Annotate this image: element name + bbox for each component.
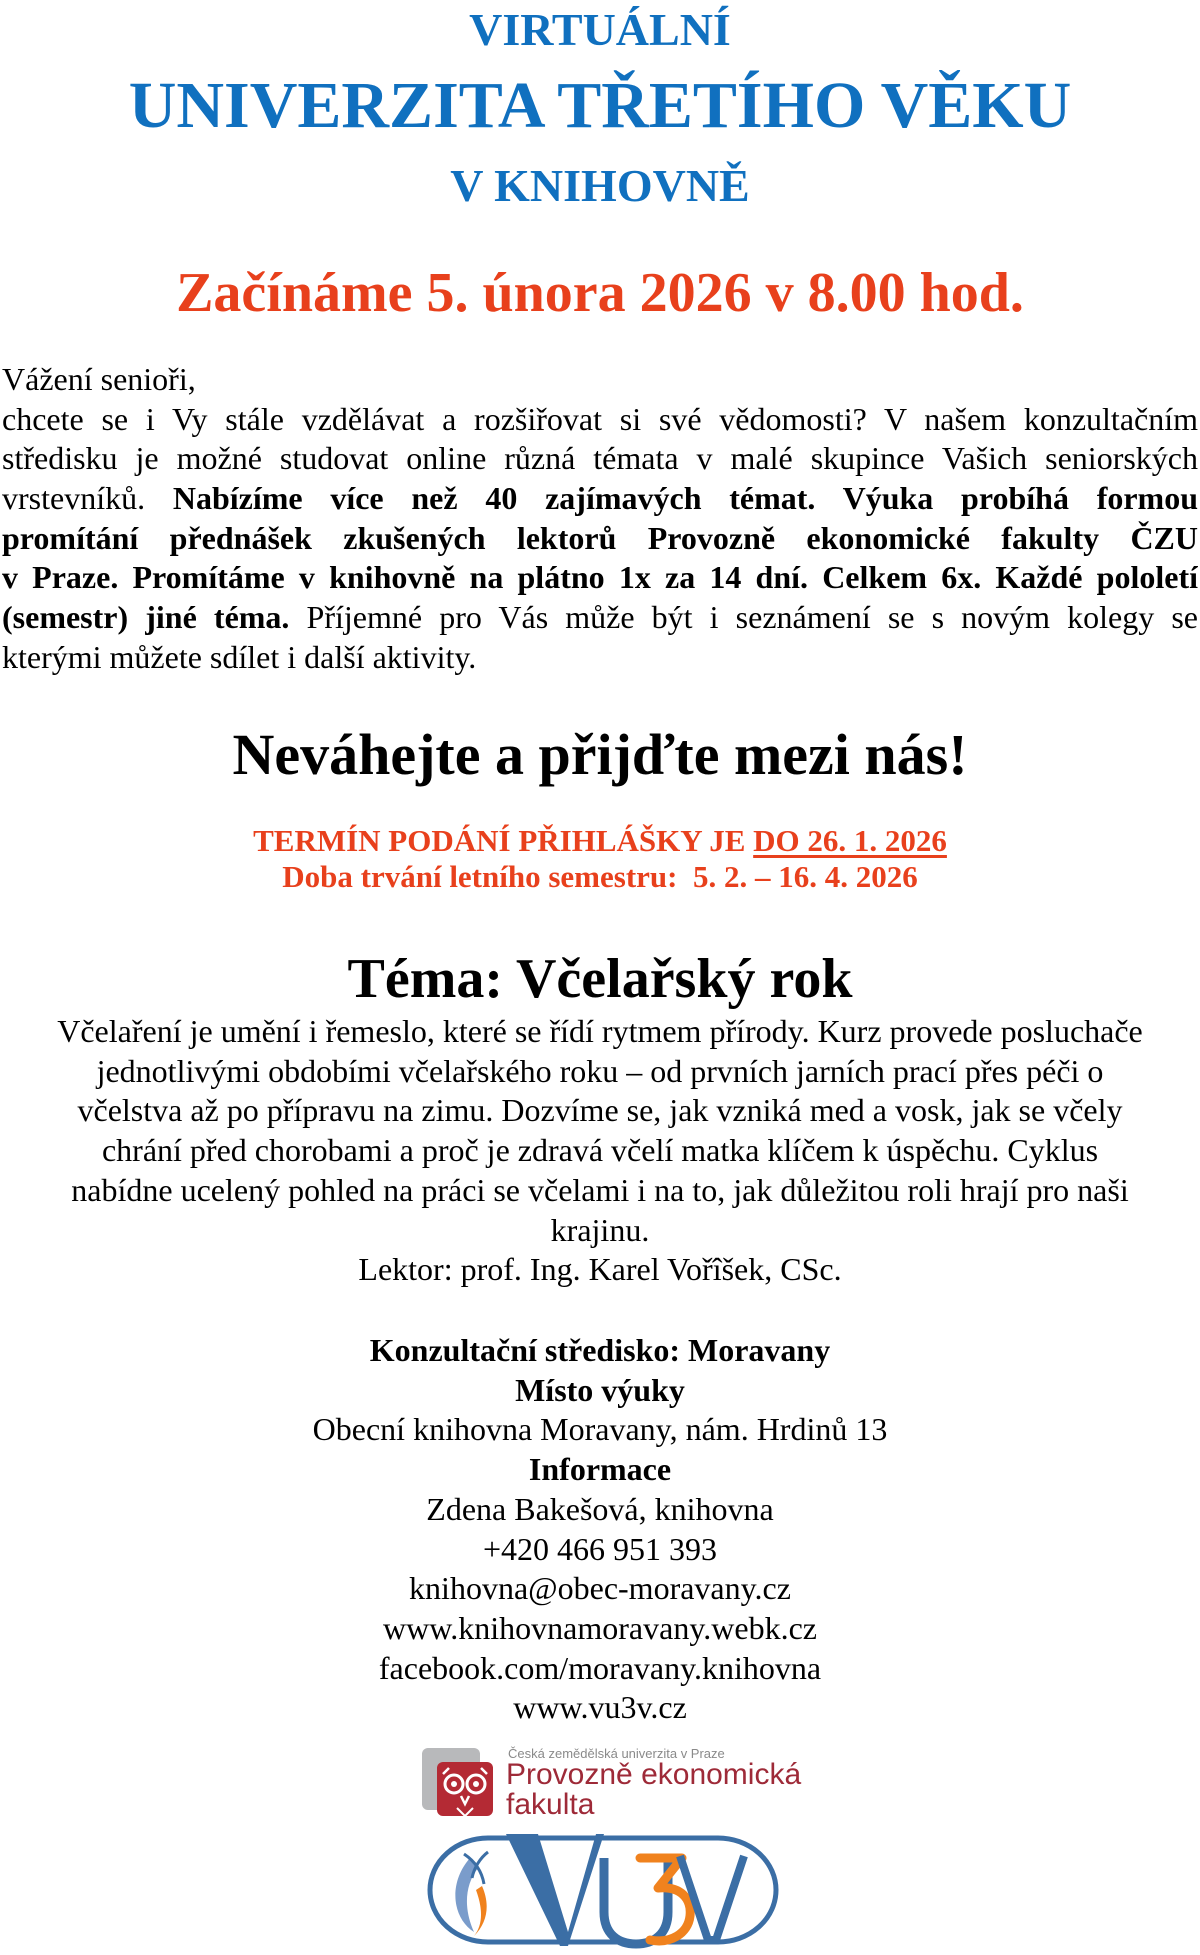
contact-email: knihovna@obec-moravany.cz [409, 1570, 791, 1607]
contact-block [0, 1331, 1200, 1728]
info-label: Informace [528, 1451, 672, 1488]
place-label: Místo výuky [515, 1371, 685, 1408]
owl-icon [437, 1762, 493, 1816]
topic-description [0, 1012, 1200, 1290]
contact-phone: +420 466 951 393 [482, 1530, 718, 1567]
intro-line-3: vrstevníků. Nabízíme více než 40 zajímavých témat. Výuka probíhá formou [2, 480, 1198, 517]
pef-faculty-name: Provozně ekonomická fakulta [506, 1758, 802, 1821]
intro-line-1: chcete se i Vy stále vzdělávat a rozšiřovat si své vědomosti? V našem konzultačním [2, 400, 1198, 437]
library-website: www.knihovnamoravany.webk.cz [383, 1609, 817, 1646]
title-library: V KNIHOVNĚ [450, 160, 750, 211]
title-university: UNIVERZITA TŘETÍHO VĚKU [128, 69, 1072, 142]
application-deadline: TERMÍN PODÁNÍ PŘIHLÁŠKY JE DO 26. 1. 2026 [253, 823, 947, 858]
intro-line-4: promítání přednášek zkušených lektorů Provozně ekonomické fakulty ČZU [2, 519, 1198, 556]
intro-line-7: kterými můžete sdílet i další aktivity. [2, 638, 477, 675]
vu3v-website: www.vu3v.cz [513, 1689, 687, 1726]
intro-line-5: v Praze. Promítáme v knihovně na plátno 1x za 14 dní. Celkem 6x. Každé pololetí [2, 559, 1198, 596]
topic-line: nabídne ucelený pohled na práci se včelami i na to, jak důležitou roli hrají pro naši [71, 1171, 1129, 1208]
topic-line: Včelaření je umění i řemeslo, které se řídí rytmem přírody. Kurz provede posluchače [57, 1013, 1143, 1049]
place-address: Obecní knihovna Moravany, nám. Hrdinů 13 [312, 1411, 888, 1448]
topic-line: chrání před chorobami a proč je zdravá včelí matka klíčem k úspěchu. Cyklus [101, 1132, 1099, 1169]
vu3v-logo [418, 1828, 786, 1950]
pef-logo [420, 1744, 800, 1820]
topic-line: jednotlivými obdobími včelařského roku – od prvních jarních prací přes péči o [96, 1052, 1104, 1089]
pef-university-name: Česká zemědělská univerzita v Praze [508, 1746, 725, 1761]
center-label: Konzultační středisko: Moravany [369, 1332, 831, 1368]
topic-line: včelstva až po přípravu na zimu. Dozvíme se, jak vzniká med a vosk, jak se včely [77, 1092, 1123, 1129]
contact-person: Zdena Bakešová, knihovna [426, 1490, 774, 1527]
intro-paragraph [2, 360, 1198, 678]
topic-line: krajinu. [550, 1211, 650, 1248]
call-to-action: Neváhejte a přijďte mezi nás! [232, 722, 968, 787]
title-virtual: VIRTUÁLNÍ [469, 4, 731, 55]
greeting: Vážení senioři, [2, 361, 196, 397]
start-date-headline: Začínáme 5. února 2026 v 8.00 hod. [176, 262, 1024, 324]
topic-title: Téma: Včelařský rok [347, 948, 853, 1010]
intro-line-6: (semestr) jiné téma. Příjemné pro Vás může být i seznámení se s novým kolegy se [2, 599, 1198, 636]
facebook-link: facebook.com/moravany.knihovna [378, 1649, 822, 1686]
intro-line-2: středisku je možné studovat online různá témata v malé skupince Vašich seniorských [2, 440, 1198, 477]
semester-duration: Doba trvání letního semestru: 5. 2. – 16. 4. 2026 [282, 859, 918, 894]
lecturer: Lektor: prof. Ing. Karel Vořîšek, CSc. [358, 1251, 842, 1288]
flame-icon [455, 1852, 488, 1936]
deadline-date: DO 26. 1. 2026 [753, 823, 947, 858]
